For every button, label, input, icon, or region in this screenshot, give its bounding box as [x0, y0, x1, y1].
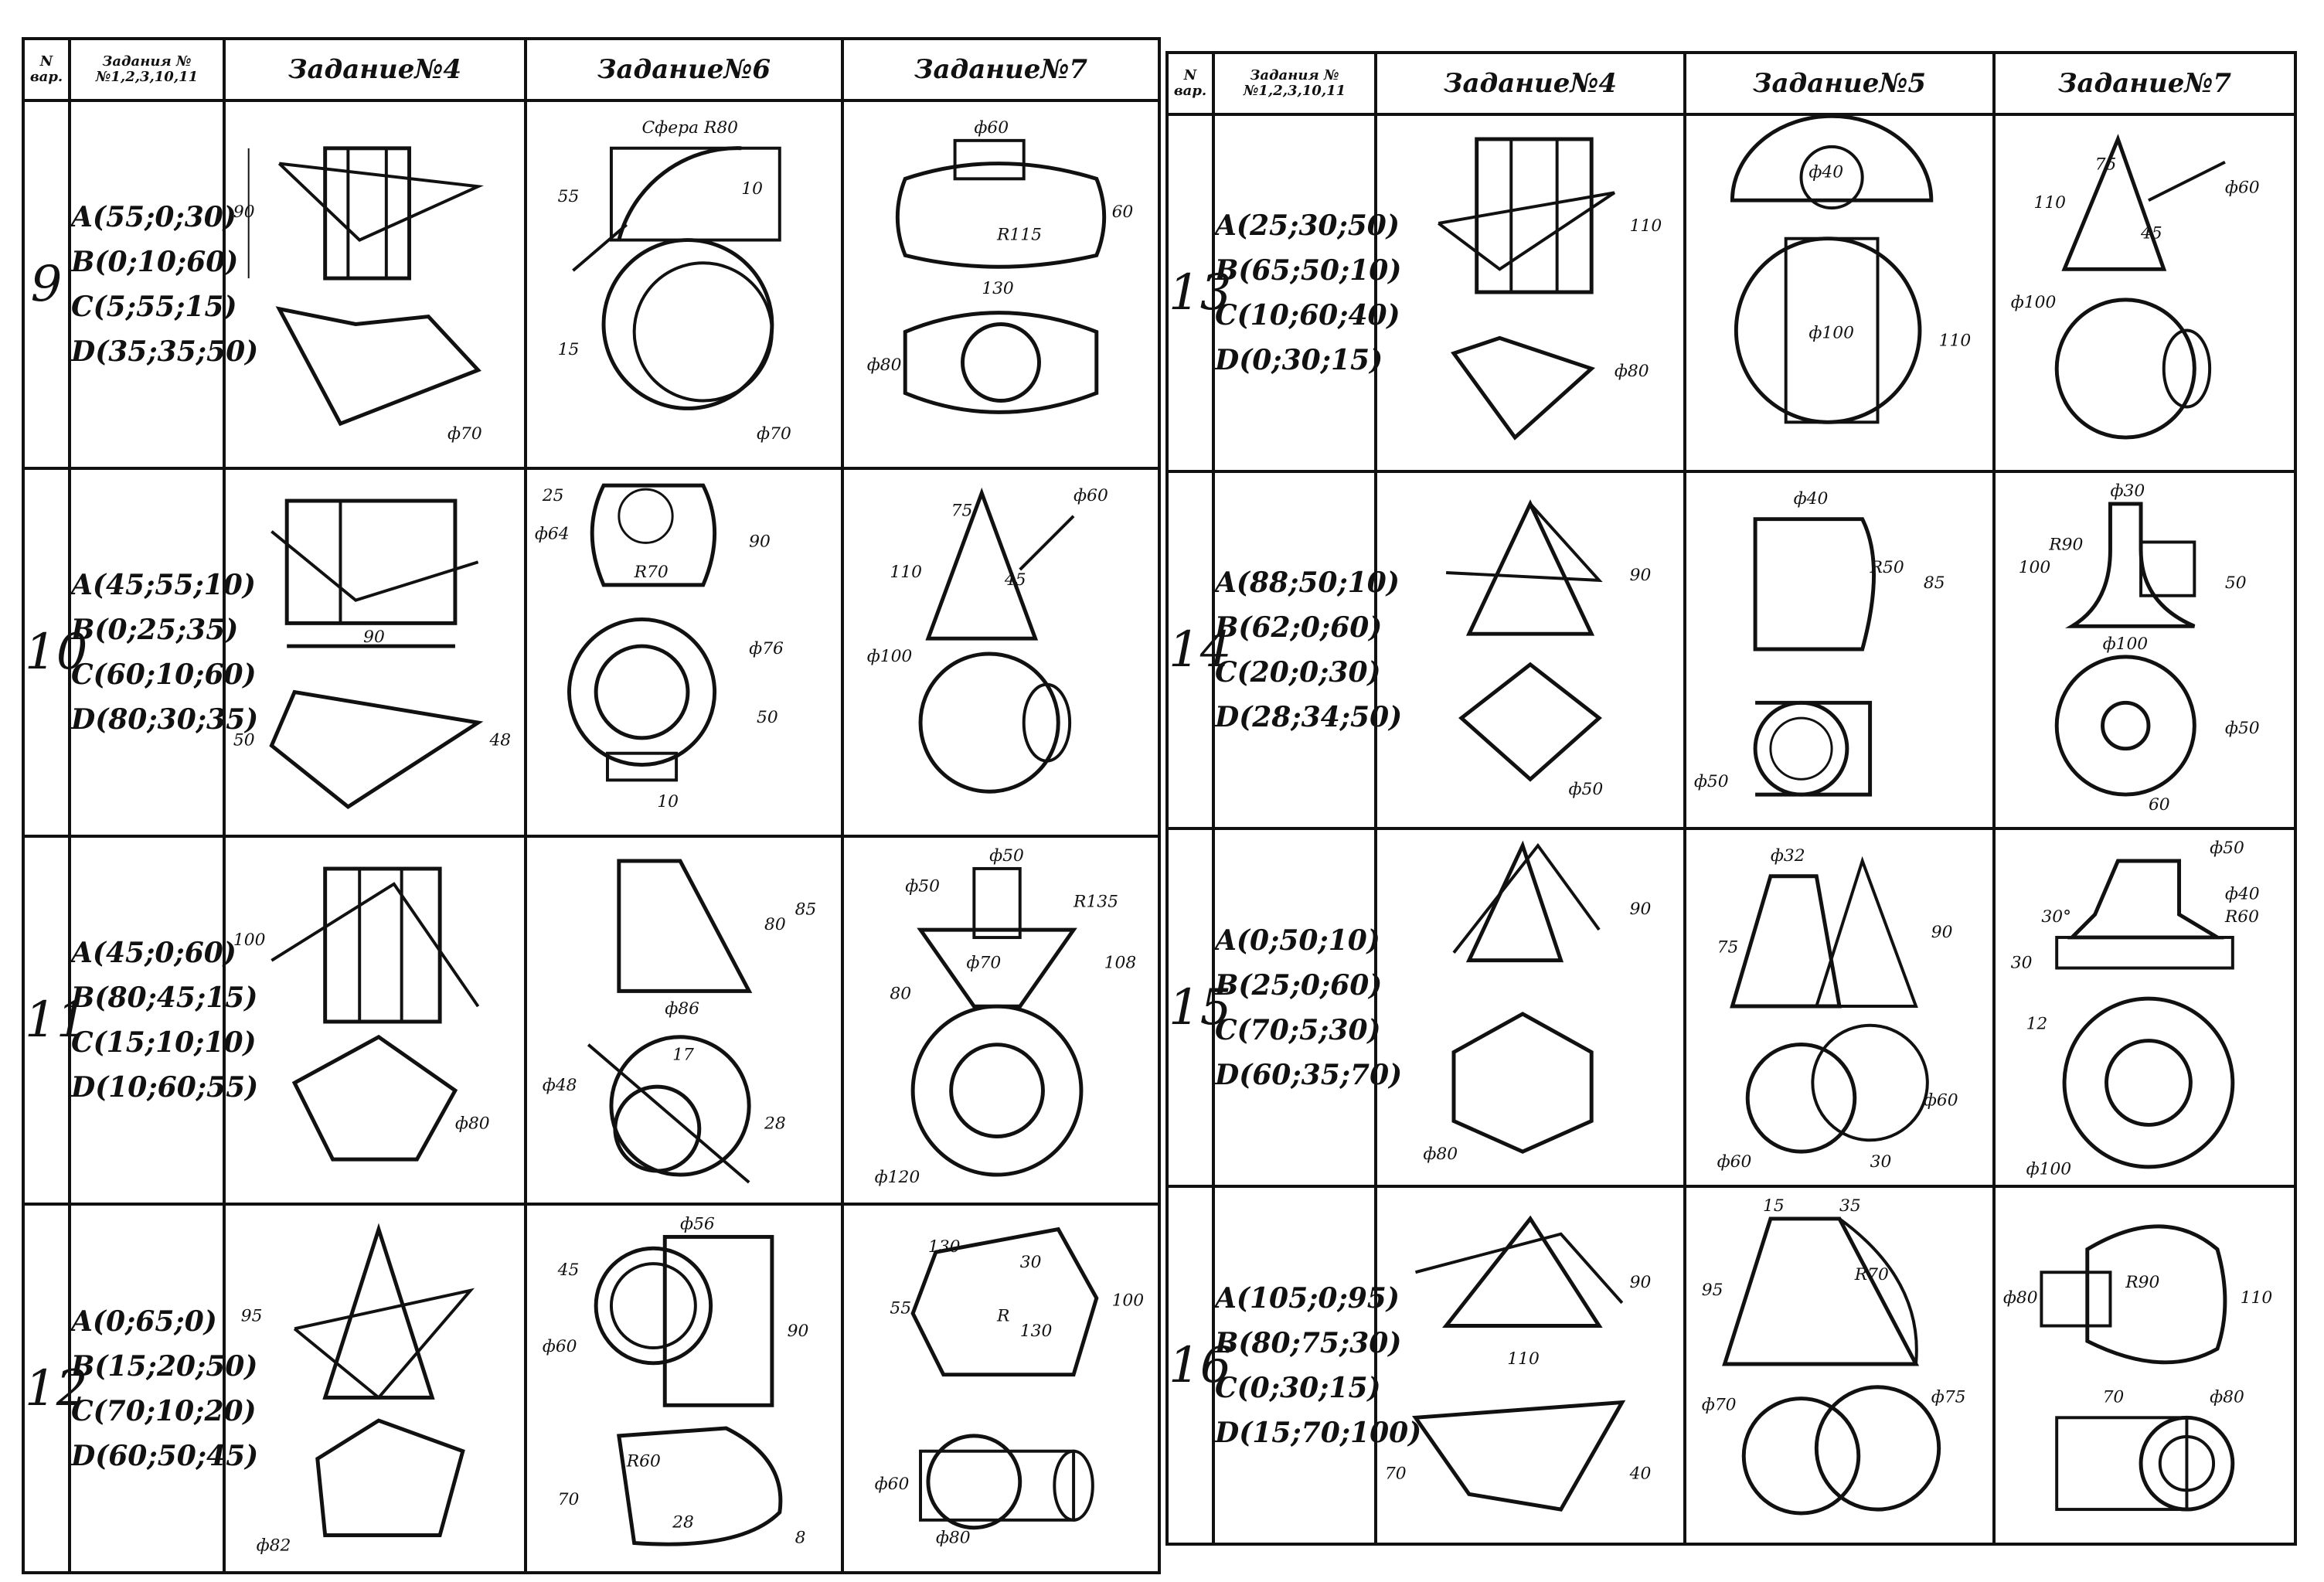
- dim-label: R50: [1870, 558, 1904, 578]
- point-b: B(0;10;60): [71, 246, 239, 278]
- task6-header: Задание№6: [526, 39, 842, 100]
- dim-label: ф70: [966, 953, 1002, 973]
- dim-label: ф70: [447, 424, 482, 444]
- point-b: B(0;25;35): [71, 614, 239, 646]
- task7-drawing: [842, 1204, 1159, 1573]
- dim-label: ф64: [534, 524, 570, 544]
- dim-label: 100: [1111, 1291, 1145, 1311]
- task7-drawing-svg: [844, 102, 1158, 467]
- dim-label: 10: [657, 792, 679, 812]
- dim-label: 110: [890, 562, 922, 582]
- dim-label: 30: [1019, 1253, 1042, 1273]
- point-d: D(15;70;100): [1215, 1416, 1422, 1449]
- point-a: A(45;0;60): [71, 937, 236, 969]
- task7-drawing-svg: [1996, 473, 2294, 827]
- dim-label: 80: [890, 984, 912, 1004]
- dim-label: ф75: [1931, 1387, 1966, 1407]
- task6-drawing: [526, 100, 842, 468]
- right-task-table: [1165, 51, 2297, 1546]
- dim-label: ф60: [874, 1475, 910, 1495]
- task4-drawing: [1376, 114, 1685, 471]
- dim-label: R115: [997, 225, 1042, 245]
- dim-label: 30°: [2041, 907, 2071, 927]
- task6-drawing-svg: [527, 102, 841, 467]
- dim-label: 110: [2240, 1288, 2273, 1308]
- dim-label: ф32: [1770, 845, 1805, 866]
- task4-drawing: [224, 1204, 526, 1573]
- point-c: C(60;10;60): [71, 658, 257, 691]
- header-row: [1167, 53, 2295, 114]
- dim-label: 50: [233, 730, 255, 750]
- task6-drawing: [526, 468, 842, 836]
- dim-label: R135: [1074, 892, 1119, 912]
- dim-label: ф70: [1701, 1395, 1737, 1415]
- point-c: C(70;10;20): [71, 1394, 257, 1427]
- task7-drawing: [842, 100, 1159, 468]
- task4-header: Задание№4: [224, 39, 526, 100]
- point-a: A(45;55;10): [71, 569, 256, 601]
- task4-drawing-svg: [1377, 830, 1683, 1185]
- point-a: A(0;65;0): [71, 1305, 217, 1338]
- point-coordinates: [1213, 1186, 1422, 1544]
- variant-number: 16: [1167, 1186, 1213, 1544]
- dim-label: 90: [1629, 1273, 1652, 1293]
- dim-label: ф76: [749, 638, 784, 658]
- task4-drawing: [1376, 1186, 1685, 1544]
- dim-label: ф100: [2026, 1159, 2072, 1179]
- dim-label: ф60: [542, 1336, 577, 1356]
- task4-drawing: [1376, 828, 1685, 1186]
- task7-header: Задание№7: [1994, 53, 2295, 114]
- dim-label: ф80: [1614, 361, 1649, 381]
- variant-number: 9: [23, 100, 70, 468]
- task6-drawing: [526, 836, 842, 1204]
- dim-label: ф50: [2224, 718, 2260, 738]
- left-sheet: [22, 37, 1158, 1571]
- dim-label: 70: [1384, 1464, 1407, 1484]
- dim-label: ф60: [1074, 485, 1108, 505]
- task7-drawing-svg: [844, 838, 1158, 1203]
- task6-drawing-svg: [527, 1206, 841, 1571]
- dim-label: 90: [1629, 565, 1652, 585]
- task6-drawing-svg: [527, 470, 841, 835]
- dim-label: 90: [363, 628, 385, 648]
- dim-label: ф50: [989, 846, 1024, 866]
- point-b: B(80;45;15): [71, 982, 258, 1014]
- point-d: D(80;30;35): [71, 703, 259, 736]
- variant-row: [1167, 114, 2295, 471]
- dim-label: 110: [1938, 331, 1972, 351]
- task7-drawing: [842, 468, 1159, 836]
- task4-drawing-svg: [226, 1206, 524, 1571]
- dim-label: ф50: [905, 876, 940, 896]
- dim-label: ф80: [454, 1114, 490, 1134]
- dim-label: 85: [795, 900, 817, 920]
- task5-drawing: [1685, 471, 1994, 828]
- dim-label: ф80: [1423, 1145, 1458, 1165]
- dim-label: 108: [1104, 953, 1137, 973]
- dim-label: ф56: [680, 1214, 715, 1234]
- variant-row: [23, 100, 1159, 468]
- dim-label: ф50: [1568, 780, 1604, 800]
- point-a: A(55;0;30): [71, 201, 236, 233]
- variant-number: 14: [1167, 471, 1213, 828]
- tasks-header: Задания №№1,2,3,10,11: [1213, 53, 1376, 114]
- point-b: B(15;20;50): [71, 1349, 258, 1383]
- point-d: D(60;50;45): [71, 1439, 259, 1472]
- dim-label: 15: [1763, 1196, 1785, 1216]
- dim-label: ф30: [2110, 481, 2145, 502]
- task7-drawing-svg: [1996, 1188, 2294, 1543]
- task4-drawing: [224, 468, 526, 836]
- dim-label: 90: [1931, 922, 1953, 942]
- task7-drawing: [1994, 471, 2295, 828]
- right-sheet: [1165, 51, 2294, 1543]
- task4-drawing-svg: [1377, 473, 1683, 827]
- dim-label: 100: [233, 930, 266, 951]
- point-coordinates: [1213, 828, 1403, 1186]
- dim-label: 25: [542, 485, 564, 505]
- variant-header: N вар.: [1167, 53, 1213, 114]
- point-d: D(0;30;15): [1215, 344, 1383, 376]
- task5-drawing-svg: [1686, 830, 1992, 1185]
- point-c: C(0;30;15): [1215, 1371, 1381, 1404]
- task4-header: Задание№4: [1376, 53, 1685, 114]
- dim-label: ф48: [542, 1076, 577, 1096]
- dim-label: ф80: [935, 1528, 971, 1548]
- dim-label: ф80: [866, 355, 902, 375]
- task4-drawing-svg: [1377, 116, 1683, 470]
- task5-drawing-svg: [1686, 116, 1992, 470]
- dim-label: 95: [1701, 1280, 1723, 1300]
- dim-label: 30: [2010, 953, 2033, 973]
- dim-label: 100: [2018, 558, 2051, 578]
- point-d: D(28;34;50): [1215, 701, 1403, 733]
- task5-drawing-svg: [1686, 1188, 1992, 1543]
- task4-drawing-svg: [226, 102, 524, 467]
- dim-label: ф60: [1717, 1152, 1752, 1172]
- dim-label: R60: [626, 1451, 661, 1471]
- dim-label: ф100: [2102, 635, 2149, 655]
- dim-label: 90: [787, 1322, 809, 1342]
- dim-label: 45: [2141, 223, 2162, 243]
- dim-label: 110: [2033, 193, 2067, 213]
- task7-drawing-svg: [1996, 116, 2294, 470]
- dim-label: ф70: [757, 424, 791, 444]
- dim-label: 28: [672, 1512, 694, 1533]
- dim-label: 95: [240, 1306, 263, 1326]
- dim-label: 90: [749, 532, 771, 552]
- dim-label: R90: [2125, 1273, 2160, 1293]
- point-a: A(25;30;50): [1215, 209, 1400, 242]
- task7-header: Задание№7: [842, 39, 1159, 100]
- task5-drawing: [1685, 1186, 1994, 1544]
- task7-drawing-svg: [844, 470, 1158, 835]
- header-row: [23, 39, 1159, 100]
- dim-label: ф40: [2224, 884, 2260, 904]
- dim-label: Сфера R80: [641, 117, 739, 138]
- task6-drawing: [526, 1204, 842, 1573]
- dim-label: ф50: [1693, 772, 1729, 792]
- dim-label: ф120: [874, 1167, 920, 1187]
- variant-number: 12: [23, 1204, 70, 1573]
- dim-label: R60: [2224, 907, 2260, 927]
- dim-label: 75: [951, 501, 973, 521]
- task4-drawing: [224, 100, 526, 468]
- dim-label: 50: [757, 708, 778, 728]
- dim-label: 110: [1507, 1349, 1540, 1369]
- dim-label: ф60: [1923, 1090, 1958, 1111]
- variant-number: 10: [23, 468, 70, 836]
- dim-label: R70: [634, 562, 669, 582]
- point-c: C(20;0;30): [1215, 656, 1381, 689]
- task4-drawing: [224, 836, 526, 1204]
- dim-label: 85: [1923, 573, 1945, 593]
- dim-label: ф100: [2010, 292, 2057, 312]
- point-b: B(25;0;60): [1215, 968, 1383, 1002]
- dim-label: 30: [1870, 1152, 1892, 1172]
- variant-header: N вар.: [23, 39, 70, 100]
- dim-label: 70: [557, 1490, 580, 1510]
- point-coordinates: [1213, 471, 1403, 828]
- task4-drawing-svg: [226, 470, 524, 835]
- dim-label: 28: [764, 1114, 786, 1134]
- dim-label: 40: [1629, 1464, 1652, 1484]
- point-c: C(70;5;30): [1215, 1013, 1381, 1046]
- task7-drawing-svg: [844, 1206, 1158, 1571]
- dim-label: ф80: [2210, 1387, 2244, 1407]
- dim-label: ф40: [1793, 488, 1829, 509]
- dim-label: 35: [1839, 1196, 1861, 1216]
- dim-label: 130: [982, 278, 1014, 298]
- dim-label: ф80: [2002, 1288, 2038, 1308]
- task7-drawing: [1994, 828, 2295, 1186]
- dim-label: 55: [890, 1298, 912, 1318]
- dim-label: 45: [557, 1260, 580, 1280]
- point-d: D(35;35;50): [71, 335, 259, 368]
- dim-label: 60: [1111, 202, 1134, 222]
- task7-drawing: [842, 836, 1159, 1204]
- dim-label: R: [997, 1306, 1010, 1326]
- point-d: D(10;60;55): [71, 1071, 259, 1104]
- dim-label: ф60: [974, 117, 1009, 138]
- point-a: A(0;50;10): [1215, 924, 1380, 957]
- dim-label: ф82: [256, 1536, 291, 1556]
- task4-drawing-svg: [1377, 1188, 1683, 1543]
- point-a: A(105;0;95): [1215, 1281, 1400, 1315]
- dim-label: 55: [557, 187, 580, 207]
- dim-label: 15: [557, 340, 580, 360]
- dim-label: 8: [795, 1528, 806, 1548]
- dim-label: 75: [1717, 937, 1739, 958]
- task6-drawing-svg: [527, 838, 841, 1203]
- dim-label: 130: [1019, 1322, 1053, 1342]
- variant-row: [23, 468, 1159, 836]
- task7-drawing-svg: [1996, 830, 2294, 1185]
- task4-drawing-svg: [226, 838, 524, 1203]
- task7-drawing: [1994, 114, 2295, 471]
- tasks-header: Задания №№1,2,3,10,11: [70, 39, 224, 100]
- variant-row: [1167, 828, 2295, 1186]
- dim-label: 110: [1629, 216, 1662, 236]
- point-c: C(10;60;40): [1215, 299, 1400, 332]
- point-c: C(15;10;10): [71, 1026, 257, 1059]
- dim-label: 10: [741, 179, 763, 199]
- dim-label: ф40: [1809, 162, 1844, 182]
- dim-label: ф100: [866, 646, 913, 666]
- dim-label: 130: [927, 1237, 961, 1257]
- dim-label: ф86: [665, 999, 699, 1019]
- left-task-table: [22, 37, 1161, 1574]
- dim-label: ф50: [2210, 839, 2244, 859]
- dim-label: R90: [2049, 535, 2084, 555]
- dim-label: 50: [2224, 573, 2247, 593]
- dim-label: 12: [2026, 1014, 2048, 1034]
- task5-drawing-svg: [1686, 473, 1992, 827]
- task5-header: Задание№5: [1685, 53, 1994, 114]
- dim-label: 60: [2148, 794, 2170, 815]
- variant-row: [23, 1204, 1159, 1573]
- task4-drawing: [1376, 471, 1685, 828]
- dim-label: 48: [489, 730, 512, 750]
- point-a: A(88;50;10): [1215, 566, 1400, 599]
- dim-label: 75: [2094, 155, 2117, 175]
- dim-label: 70: [2102, 1387, 2125, 1407]
- variant-number: 11: [23, 836, 70, 1204]
- variant-number: 13: [1167, 114, 1213, 471]
- variant-row: [1167, 471, 2295, 828]
- dim-label: 90: [233, 202, 255, 222]
- dim-label: 17: [672, 1045, 694, 1065]
- task5-drawing: [1685, 114, 1994, 471]
- dim-label: R70: [1854, 1265, 1889, 1285]
- point-d: D(60;35;70): [1215, 1058, 1403, 1091]
- dim-label: ф100: [1809, 323, 1854, 343]
- variant-row: [1167, 1186, 2295, 1544]
- point-b: B(80;75;30): [1215, 1326, 1402, 1359]
- point-b: B(65;50;10): [1215, 254, 1402, 287]
- variant-number: 15: [1167, 828, 1213, 1186]
- variant-row: [23, 836, 1159, 1204]
- point-coordinates: [1213, 114, 1402, 471]
- point-b: B(62;0;60): [1215, 611, 1383, 644]
- task7-drawing: [1994, 1186, 2295, 1544]
- dim-label: 90: [1629, 900, 1652, 920]
- task5-drawing: [1685, 828, 1994, 1186]
- dim-label: 80: [764, 915, 786, 935]
- point-c: C(5;55;15): [71, 291, 237, 323]
- dim-label: 45: [1004, 570, 1026, 590]
- dim-label: ф60: [2224, 178, 2260, 198]
